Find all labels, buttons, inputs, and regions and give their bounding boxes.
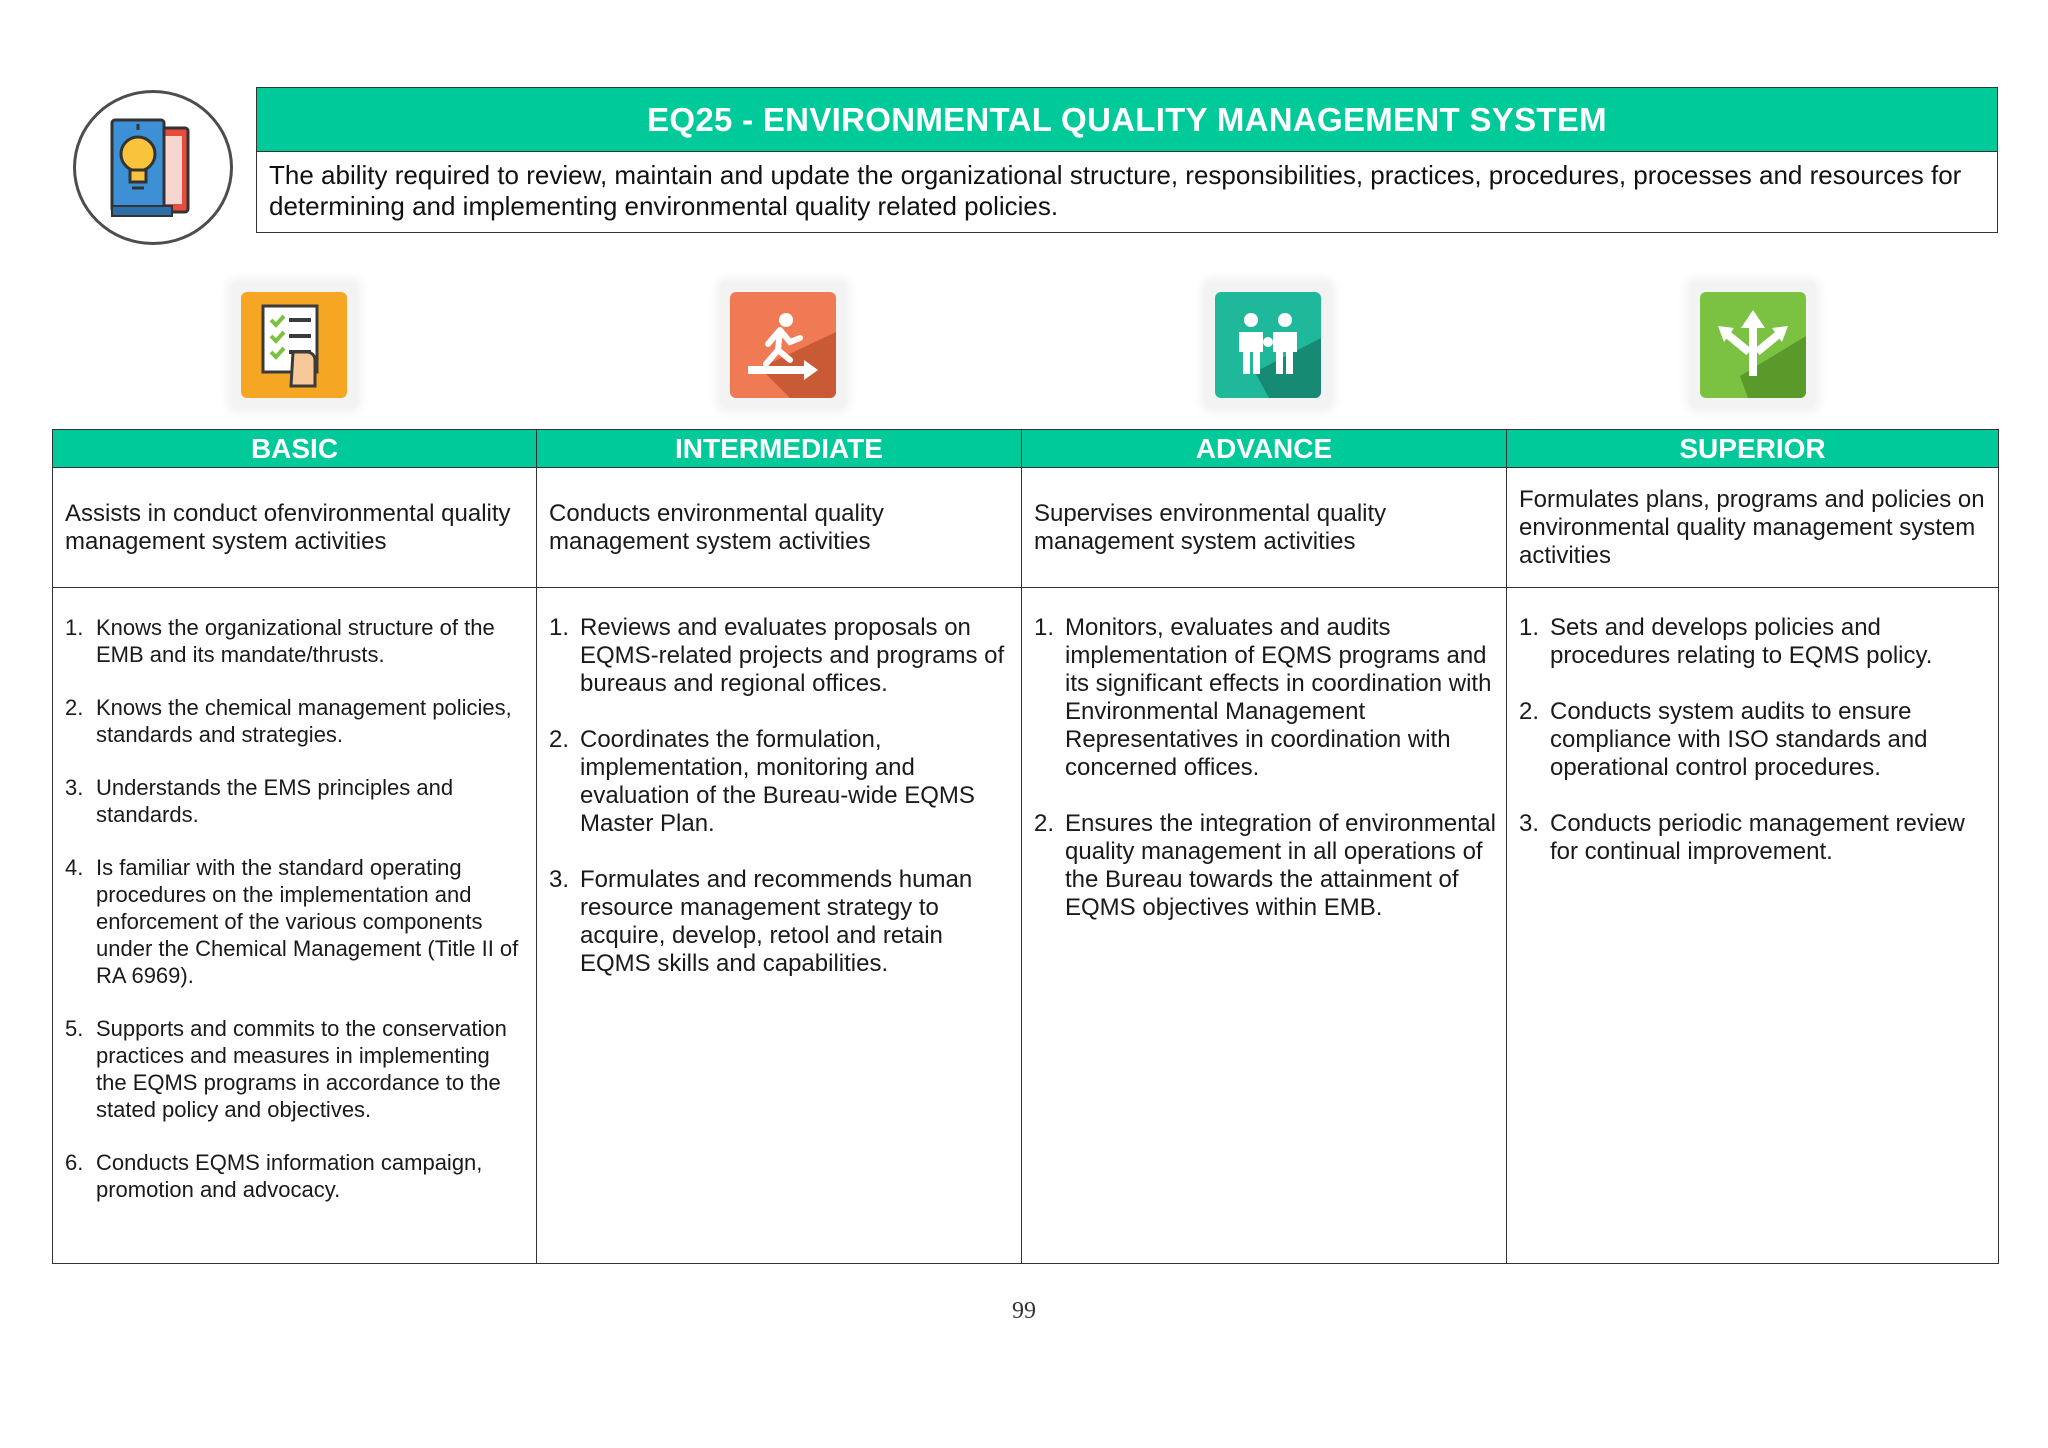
indicator-item — [65, 614, 526, 668]
indicator-text: Knows the chemical management policies, standards and strategies. — [96, 695, 512, 747]
indicator-number: 5. — [65, 1016, 84, 1041]
advance-level-icon — [1205, 282, 1331, 408]
intermediate-level-icon — [720, 282, 846, 408]
indicator-text: Conducts system audits to ensure compliance with ISO standards and operational control procedures. — [1550, 698, 1928, 781]
indicator-item — [65, 854, 526, 989]
indicator-number: 6. — [65, 1150, 84, 1175]
level-header-intermediate: INTERMEDIATE — [537, 430, 1022, 468]
competency-header — [256, 87, 1998, 233]
indicator-item — [1034, 810, 1496, 922]
level-summary-row — [53, 468, 1999, 588]
intermediate-summary: Conducts environmental quality management system activities — [537, 468, 1022, 588]
indicator-text: Ensures the integration of environmental quality management in all operations of the Bureau towards the attainment of EQMS objectives within EMB. — [1065, 810, 1496, 921]
indicator-text: Monitors, evaluates and audits implementation of EQMS programs and its significant effects in coordination with Environmental Management Representatives in coordination with concerned offices. — [1065, 614, 1492, 781]
level-header-advance: ADVANCE — [1022, 430, 1507, 468]
puzzle-people-icon — [1215, 292, 1321, 398]
competency-logo — [73, 90, 233, 245]
indicator-text: Knows the organizational structure of the EMB and its mandate/thrusts. — [96, 615, 495, 667]
superior-indicators — [1507, 588, 1999, 1264]
indicator-text: Sets and develops policies and procedures relating to EQMS policy. — [1550, 614, 1933, 669]
basic-level-icon — [231, 282, 357, 408]
indicator-item — [65, 1015, 526, 1123]
indicator-item — [65, 774, 526, 828]
indicator-text: Reviews and evaluates proposals on EQMS-related projects and programs of bureaus and regional offices. — [580, 614, 1005, 697]
running-person-icon — [730, 292, 836, 398]
advance-indicators — [1022, 588, 1507, 1264]
indicator-item — [65, 1149, 526, 1203]
indicator-number: 2. — [65, 695, 84, 720]
intermediate-indicators — [537, 588, 1022, 1264]
competency-title: EQ25 - ENVIRONMENTAL QUALITY MANAGEMENT SYSTEM — [257, 88, 1997, 152]
indicator-number: 2. — [549, 726, 570, 753]
page-number: 99 — [1012, 1298, 1036, 1324]
indicator-text: Understands the EMS principles and standards. — [96, 775, 454, 827]
book-lightbulb-icon — [98, 110, 208, 225]
basic-summary: Assists in conduct ofenvironmental quality management system activities — [53, 468, 537, 588]
indicator-number: 4. — [65, 855, 84, 880]
superior-summary: Formulates plans, programs and policies on environmental quality management system activities — [1507, 468, 1999, 588]
indicator-text: Conducts EQMS information campaign, promotion and advocacy. — [96, 1150, 483, 1202]
indicator-item — [1519, 614, 1988, 670]
checklist-hand-icon — [241, 292, 347, 398]
indicator-text: Supports and commits to the conservation practices and measures in implementing the EQMS programs in accordance to the stated policy and objectives. — [96, 1016, 507, 1122]
indicator-item — [1519, 698, 1988, 782]
basic-indicators — [53, 588, 537, 1264]
indicator-number: 1. — [549, 614, 570, 641]
indicator-number: 3. — [1519, 810, 1540, 837]
indicator-number: 2. — [1519, 698, 1540, 725]
indicator-number: 2. — [1034, 810, 1055, 837]
proficiency-levels-table — [52, 429, 1999, 1264]
indicator-text: Formulates and recommends human resource management strategy to acquire, develop, retool and retain EQMS skills and capabilities. — [580, 866, 973, 977]
indicator-text: Is familiar with the standard operating procedures on the implementation and enforcement of the various components under the Chemical Management (Title II of RA 6969). — [96, 855, 519, 988]
indicator-item — [65, 694, 526, 748]
indicator-item — [549, 614, 1011, 698]
indicator-text: Conducts periodic management review for continual improvement. — [1550, 810, 1965, 865]
level-indicators-row — [53, 588, 1999, 1264]
indicator-number: 1. — [1519, 614, 1540, 641]
level-header-basic: BASIC — [53, 430, 537, 468]
indicator-number: 1. — [1034, 614, 1055, 641]
indicator-item — [1034, 614, 1496, 782]
level-header-superior: SUPERIOR — [1507, 430, 1999, 468]
indicator-number: 1. — [65, 615, 84, 640]
indicator-item — [549, 726, 1011, 838]
direction-arrows-icon — [1700, 292, 1806, 398]
indicator-item — [549, 866, 1011, 978]
indicator-text: Coordinates the formulation, implementation, monitoring and evaluation of the Bureau-wide EQMS Master Plan. — [580, 726, 975, 837]
competency-description: The ability required to review, maintain and update the organizational structure, responsibilities, practices, procedures, processes and resources for determining and implementing environmental quality related policies. — [269, 160, 1962, 221]
superior-level-icon — [1690, 282, 1816, 408]
level-header-row — [53, 430, 1999, 468]
advance-summary: Supervises environmental quality management system activities — [1022, 468, 1507, 588]
indicator-item — [1519, 810, 1988, 866]
indicator-number: 3. — [65, 775, 84, 800]
indicator-number: 3. — [549, 866, 570, 893]
